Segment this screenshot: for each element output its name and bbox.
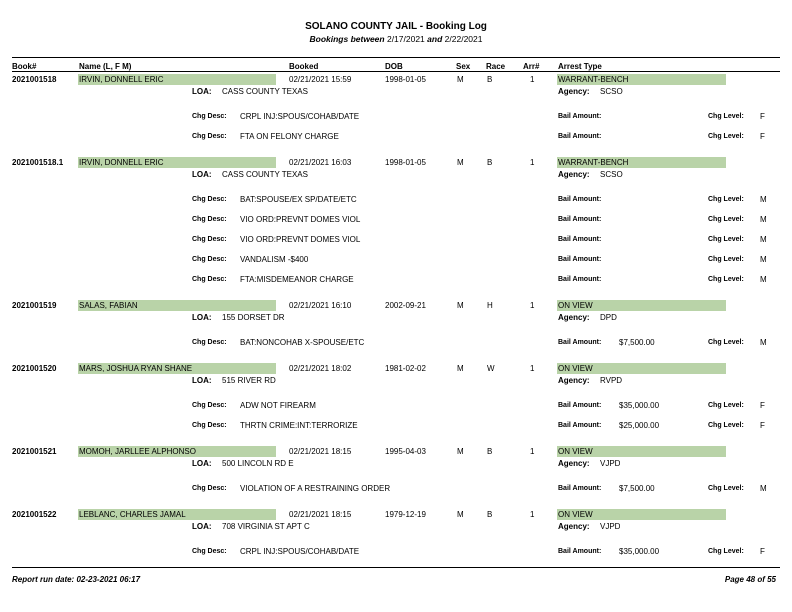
charge-level: M [760, 338, 767, 347]
report-run-date [12, 575, 140, 584]
chg-level-label: Chg Level: [708, 339, 744, 346]
chg-level-label: Chg Level: [708, 196, 744, 203]
date-of-birth: 1981-02-02 [385, 364, 426, 373]
run-date-label: Report run date: [12, 575, 75, 584]
charge-description: ADW NOT FIREARM [240, 401, 316, 410]
chg-desc-label: Chg Desc: [192, 339, 227, 346]
loa-value: 500 LINCOLN RD E [222, 459, 294, 468]
charge-level: M [760, 255, 767, 264]
bail-amount-label: Bail Amount: [558, 236, 602, 243]
arrest-number: 1 [530, 364, 535, 373]
charge-description: CRPL INJ:SPOUS/COHAB/DATE [240, 547, 360, 556]
date-of-birth: 1979-12-19 [385, 510, 426, 519]
booking-number: 2021001520 [12, 364, 57, 373]
inmate-name: MARS, JOSHUA RYAN SHANE [78, 363, 276, 374]
chg-desc-label: Chg Desc: [192, 485, 227, 492]
sex: M [457, 158, 464, 167]
chg-desc-label: Chg Desc: [192, 196, 227, 203]
chg-level-label: Chg Level: [708, 276, 744, 283]
loa-value: CASS COUNTY TEXAS [222, 87, 308, 96]
bail-amount-label: Bail Amount: [558, 216, 602, 223]
sex: M [457, 447, 464, 456]
date-of-birth: 1995-04-03 [385, 447, 426, 456]
chg-level-label: Chg Level: [708, 236, 744, 243]
agency-value: SCSO [600, 170, 623, 179]
charge-description: BAT:SPOUSE/EX SP/DATE/ETC [240, 195, 357, 204]
arrest-type-highlight [557, 363, 726, 374]
agency-label: Agency: [558, 87, 590, 96]
charge-level: F [760, 547, 765, 556]
col-header-arr: Arr# [523, 62, 540, 71]
report-title: SOLANO COUNTY JAIL - Booking Log [305, 21, 487, 32]
chg-level-label: Chg Level: [708, 133, 744, 140]
chg-level-label: Chg Level: [708, 216, 744, 223]
date-to: 2/22/2021 [444, 34, 483, 44]
run-date-value: 02-23-2021 06:17 [76, 575, 141, 584]
bail-amount-value: $25,000.00 [619, 421, 660, 430]
sex: M [457, 301, 464, 310]
chg-level-label: Chg Level: [708, 422, 744, 429]
col-header-arrest-type: Arrest Type [558, 62, 602, 71]
date-of-birth: 1998-01-05 [385, 75, 426, 84]
booked-datetime: 02/21/2021 16:10 [289, 301, 352, 310]
date-of-birth: 2002-09-21 [385, 301, 426, 310]
loa-label: LOA: [192, 459, 212, 468]
agency-value: DPD [600, 313, 617, 322]
chg-level-label: Chg Level: [708, 485, 744, 492]
arrest-number: 1 [530, 510, 535, 519]
agency-label: Agency: [558, 313, 590, 322]
arrest-type: WARRANT-BENCH [557, 74, 726, 85]
charge-description: VIOLATION OF A RESTRAINING ORDER [240, 484, 391, 493]
race: B [487, 158, 493, 167]
bail-amount-value: $7,500.00 [619, 338, 655, 347]
loa-value: 708 VIRGINIA ST APT C [222, 522, 310, 531]
booking-number: 2021001519 [12, 301, 57, 310]
bail-amount-label: Bail Amount: [558, 256, 602, 263]
charge-level: M [760, 275, 767, 284]
inmate-name-highlight [78, 363, 276, 374]
bail-amount-label: Bail Amount: [558, 276, 602, 283]
chg-desc-label: Chg Desc: [192, 256, 227, 263]
inmate-name-highlight [78, 446, 276, 457]
arrest-type-highlight [557, 74, 726, 85]
loa-label: LOA: [192, 522, 212, 531]
inmate-name-highlight [78, 509, 276, 520]
booked-datetime: 02/21/2021 18:02 [289, 364, 352, 373]
race: B [487, 447, 493, 456]
chg-desc-label: Chg Desc: [192, 422, 227, 429]
inmate-name: MOMOH, JARLLEE ALPHONSO [78, 446, 276, 457]
charge-level: M [760, 195, 767, 204]
loa-label: LOA: [192, 376, 212, 385]
charge-level: F [760, 401, 765, 410]
page-number: Page 48 of 55 [724, 575, 776, 584]
race: W [487, 364, 495, 373]
chg-desc-label: Chg Desc: [192, 133, 227, 140]
agency-label: Agency: [558, 459, 590, 468]
chg-level-label: Chg Level: [708, 256, 744, 263]
col-header-race: Race [486, 62, 506, 71]
chg-desc-label: Chg Desc: [192, 236, 227, 243]
header-bottom-rule [12, 71, 780, 72]
col-header-dob: DOB [385, 62, 403, 71]
agency-value: VJPD [600, 459, 621, 468]
chg-desc-label: Chg Desc: [192, 216, 227, 223]
booking-number: 2021001521 [12, 447, 57, 456]
charge-level: F [760, 112, 765, 121]
chg-desc-label: Chg Desc: [192, 402, 227, 409]
charge-level: M [760, 235, 767, 244]
race: H [487, 301, 493, 310]
inmate-name-highlight [78, 300, 276, 311]
date-of-birth: 1998-01-05 [385, 158, 426, 167]
bail-amount-label: Bail Amount: [558, 113, 602, 120]
booking-number: 2021001518.1 [12, 158, 64, 167]
bail-amount-value: $35,000.00 [619, 547, 660, 556]
agency-label: Agency: [558, 170, 590, 179]
booked-datetime: 02/21/2021 18:15 [289, 447, 352, 456]
col-header-sex: Sex [456, 62, 471, 71]
arrest-type: ON VIEW [557, 363, 726, 374]
arrest-type: ON VIEW [557, 300, 726, 311]
arrest-number: 1 [530, 301, 535, 310]
booking-number: 2021001518 [12, 75, 57, 84]
agency-value: SCSO [600, 87, 623, 96]
inmate-name-highlight [78, 157, 276, 168]
race: B [487, 75, 493, 84]
arrest-type-highlight [557, 509, 726, 520]
sex: M [457, 510, 464, 519]
charge-description: FTA ON FELONY CHARGE [240, 132, 339, 141]
charge-level: M [760, 215, 767, 224]
chg-level-label: Chg Level: [708, 113, 744, 120]
inmate-name-highlight [78, 74, 276, 85]
inmate-name: LEBLANC, CHARLES JAMAL [78, 509, 276, 520]
bail-amount-label: Bail Amount: [558, 422, 602, 429]
charge-level: F [760, 132, 765, 141]
header-top-rule [12, 57, 780, 58]
agency-label: Agency: [558, 522, 590, 531]
bail-amount-value: $35,000.00 [619, 401, 660, 410]
sex: M [457, 75, 464, 84]
bail-amount-value: $7,500.00 [619, 484, 655, 493]
charge-description: BAT:NONCOHAB X-SPOUSE/ETC [240, 338, 365, 347]
loa-label: LOA: [192, 313, 212, 322]
bail-amount-label: Bail Amount: [558, 196, 602, 203]
bail-amount-label: Bail Amount: [558, 402, 602, 409]
inmate-name: IRVIN, DONNELL ERIC [78, 74, 276, 85]
col-header-book: Book# [12, 62, 37, 71]
loa-value: 155 DORSET DR [222, 313, 285, 322]
bail-amount-label: Bail Amount: [558, 133, 602, 140]
arrest-type: ON VIEW [557, 446, 726, 457]
charge-level: M [760, 484, 767, 493]
chg-desc-label: Chg Desc: [192, 276, 227, 283]
footer-rule [12, 567, 780, 568]
arrest-type: ON VIEW [557, 509, 726, 520]
subtitle-prefix: Bookings between [309, 34, 385, 44]
inmate-name: SALAS, FABIAN [78, 300, 276, 311]
charge-level: F [760, 421, 765, 430]
arrest-type-highlight [557, 446, 726, 457]
loa-label: LOA: [192, 87, 212, 96]
loa-label: LOA: [192, 170, 212, 179]
report-subtitle [0, 34, 792, 44]
booking-number: 2021001522 [12, 510, 57, 519]
charge-description: FTA:MISDEMEANOR CHARGE [240, 275, 354, 284]
arrest-type-highlight [557, 157, 726, 168]
charge-description: CRPL INJ:SPOUS/COHAB/DATE [240, 112, 360, 121]
arrest-number: 1 [530, 158, 535, 167]
agency-value: RVPD [600, 376, 623, 385]
booked-datetime: 02/21/2021 15:59 [289, 75, 352, 84]
arrest-type: WARRANT-BENCH [557, 157, 726, 168]
chg-level-label: Chg Level: [708, 402, 744, 409]
loa-value: 515 RIVER RD [222, 376, 276, 385]
bail-amount-label: Bail Amount: [558, 548, 602, 555]
booked-datetime: 02/21/2021 16:03 [289, 158, 352, 167]
date-from: 2/17/2021 [386, 34, 425, 44]
bail-amount-label: Bail Amount: [558, 339, 602, 346]
col-header-name: Name (L, F M) [79, 62, 132, 71]
inmate-name: IRVIN, DONNELL ERIC [78, 157, 276, 168]
arrest-number: 1 [530, 447, 535, 456]
agency-label: Agency: [558, 376, 590, 385]
subtitle-and: and [427, 34, 443, 44]
charge-description: VIO ORD:PREVNT DOMES VIOL [240, 215, 361, 224]
chg-desc-label: Chg Desc: [192, 113, 227, 120]
race: B [487, 510, 493, 519]
charge-description: THRTN CRIME:INT:TERRORIZE [240, 421, 358, 430]
sex: M [457, 364, 464, 373]
booked-datetime: 02/21/2021 18:15 [289, 510, 352, 519]
charge-description: VANDALISM -$400 [240, 255, 309, 264]
arrest-number: 1 [530, 75, 535, 84]
col-header-booked: Booked [289, 62, 319, 71]
arrest-type-highlight [557, 300, 726, 311]
chg-level-label: Chg Level: [708, 548, 744, 555]
agency-value: VJPD [600, 522, 621, 531]
loa-value: CASS COUNTY TEXAS [222, 170, 308, 179]
charge-description: VIO ORD:PREVNT DOMES VIOL [240, 235, 361, 244]
bail-amount-label: Bail Amount: [558, 485, 602, 492]
chg-desc-label: Chg Desc: [192, 548, 227, 555]
